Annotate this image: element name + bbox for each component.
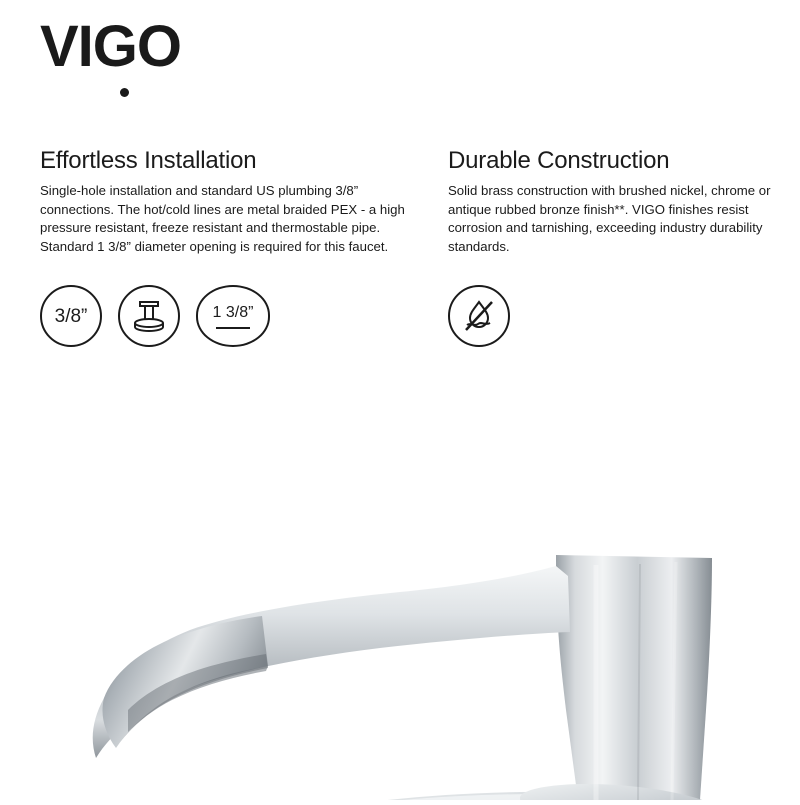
brand-logo (40, 14, 190, 98)
connection-size-label: 3/8” (54, 305, 88, 327)
construction-heading: Durable Construction (448, 147, 670, 174)
construction-icon-row (448, 285, 510, 347)
brand-wordmark: VIGO (40, 14, 182, 79)
installation-icon-row (40, 285, 270, 347)
single-hole-mount-icon (118, 285, 180, 347)
section-construction (448, 146, 778, 256)
installation-heading: Effortless Installation (40, 147, 257, 174)
brand-logo-dot (120, 88, 129, 97)
section-installation (40, 146, 410, 256)
construction-body: Solid brass construction with brushed nickel, chrome or antique rubbed bronze finish**. VIGO finishes resist corrosion and tarnishing, exceeding industry durability standards. (448, 183, 771, 254)
corrosion-resistant-icon (448, 285, 510, 347)
hole-diameter-icon (196, 285, 270, 347)
hole-diameter-label: 1 3/8” (212, 303, 254, 321)
connection-size-icon (40, 285, 102, 347)
product-image (0, 380, 800, 800)
hole-diameter-underline (216, 327, 250, 329)
installation-body: Single-hole installation and standard US plumbing 3/8” connections. The hot/cold lines are metal braided PEX - a high pressure resistant, freeze resistant and thermostable pipe. Standard 1 3/8” diameter opening is required for this faucet. (40, 183, 405, 254)
